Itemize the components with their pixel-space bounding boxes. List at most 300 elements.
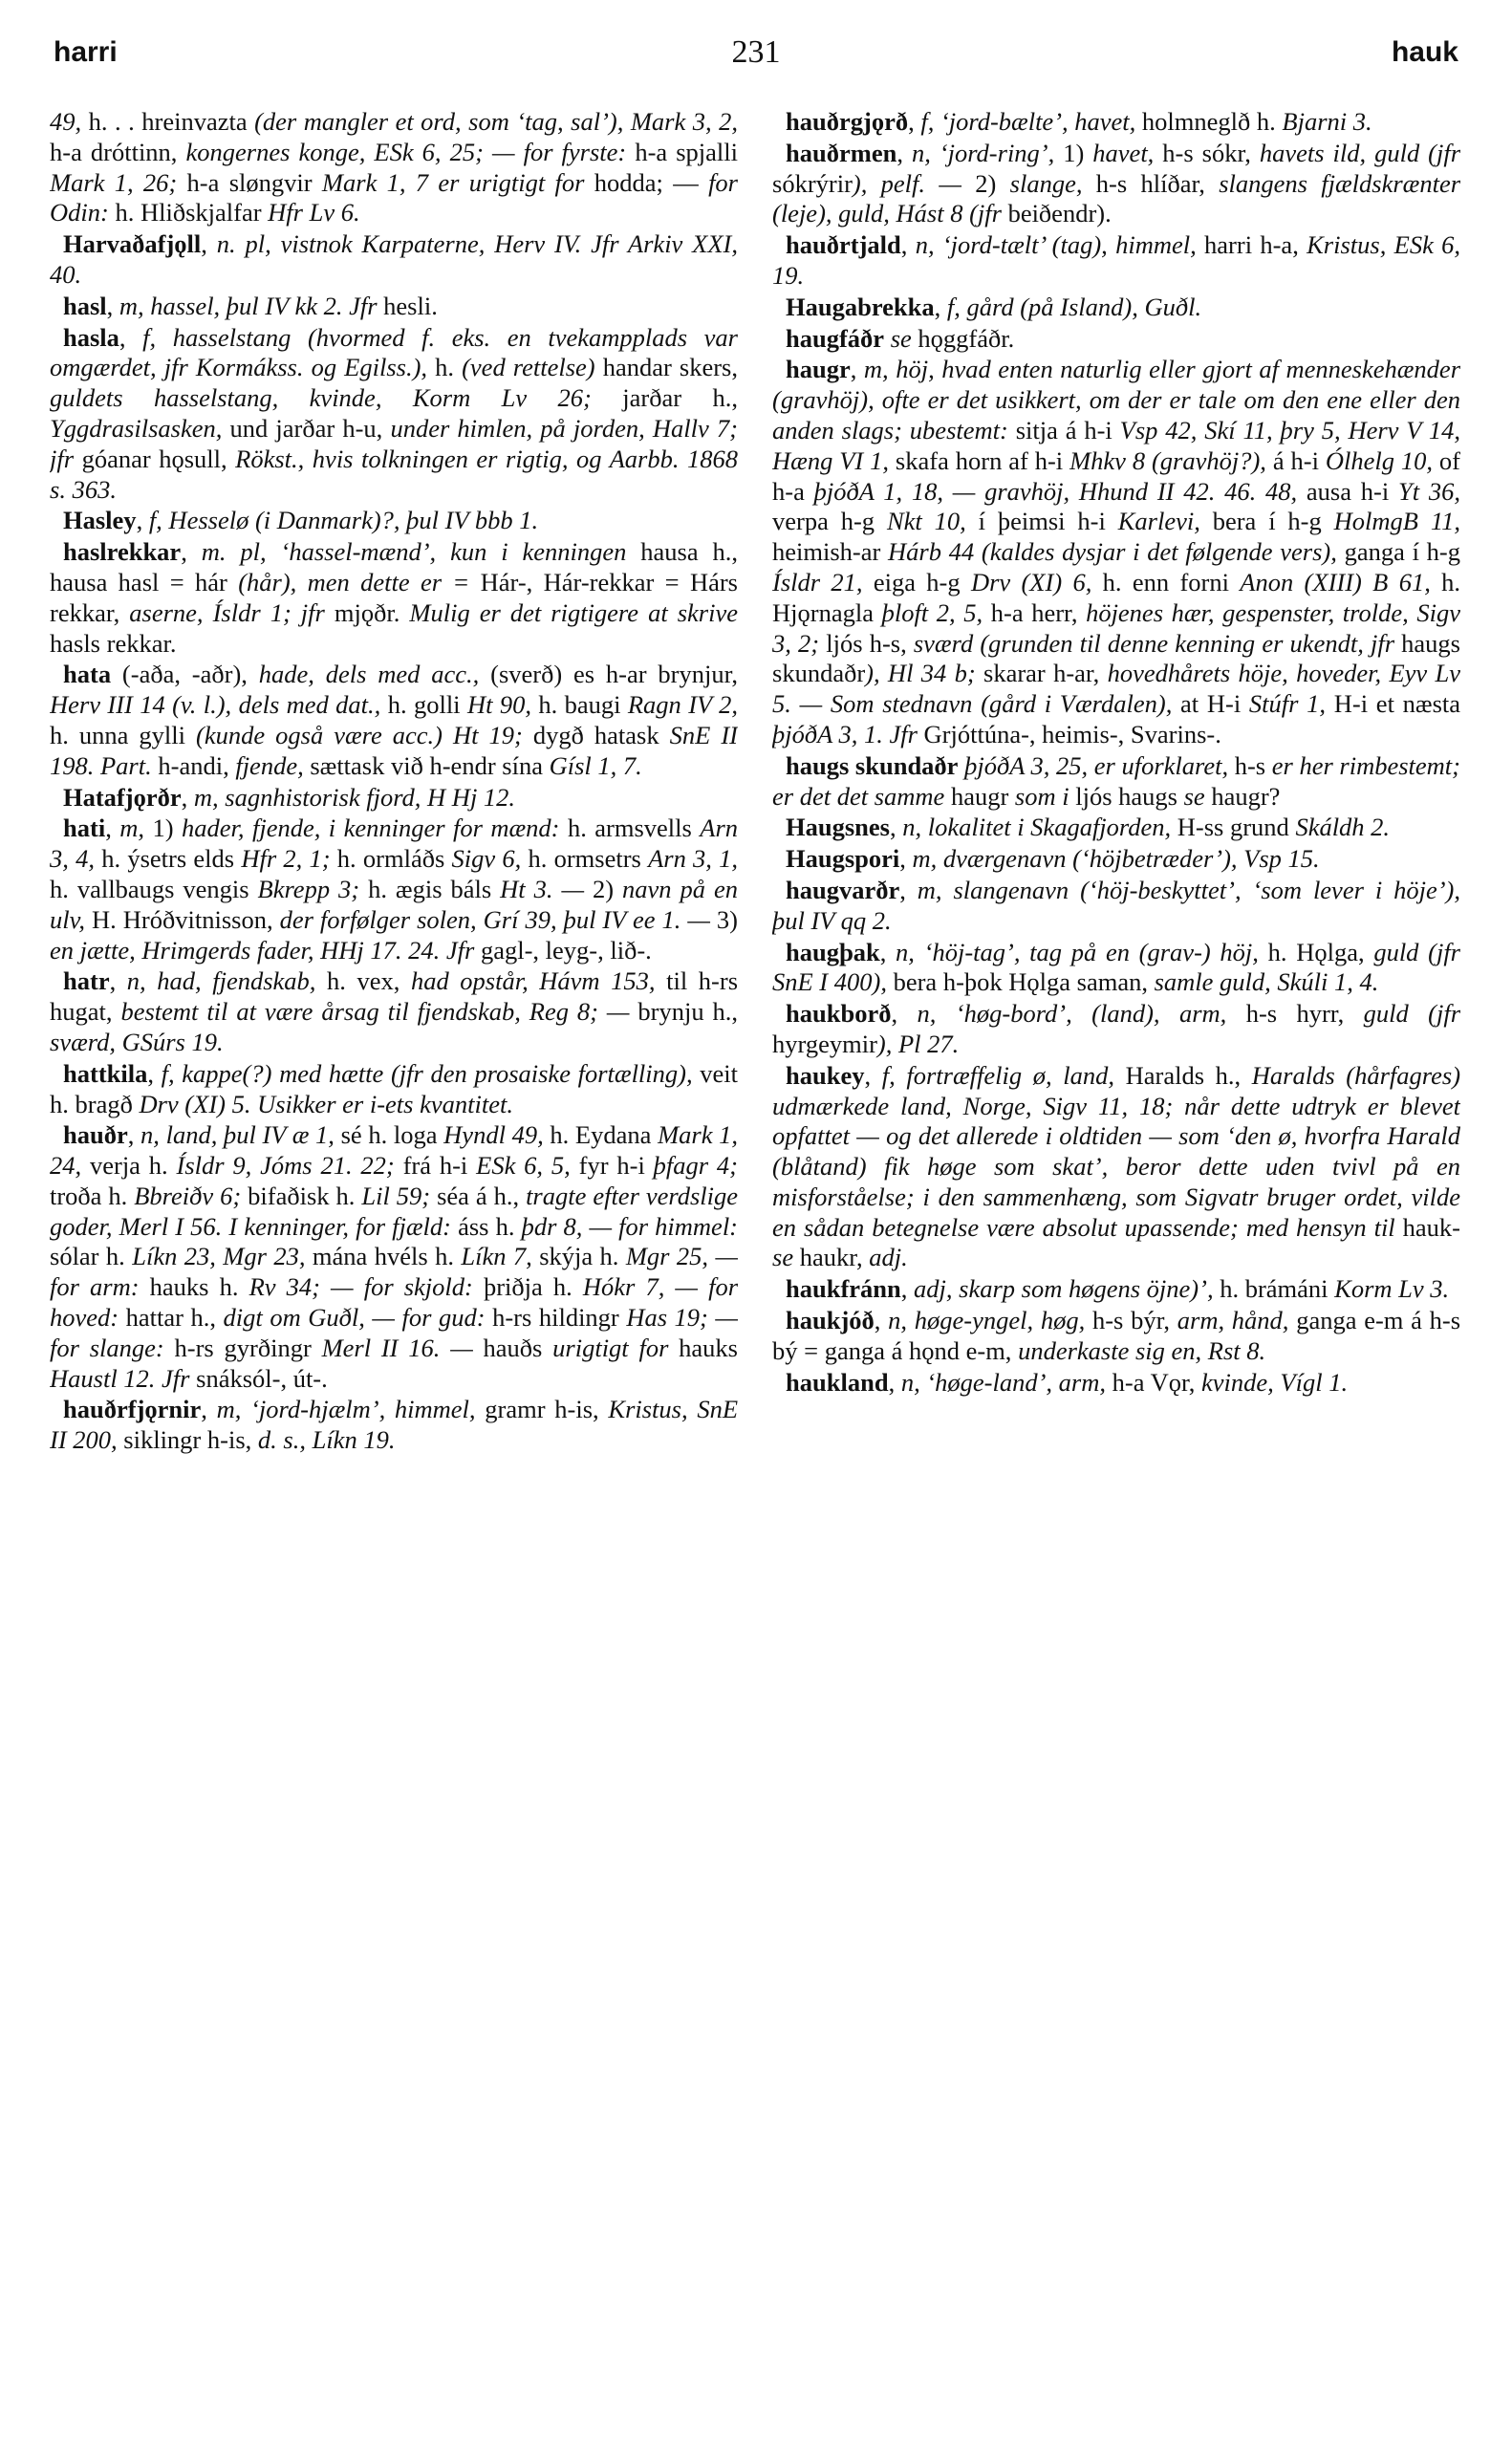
gloss-text: digt om Guðl, — for gud: xyxy=(223,1303,493,1333)
citation-text: bifaðisk h. xyxy=(248,1181,362,1210)
citation-text: frá h-i xyxy=(402,1151,477,1181)
citation-text: , xyxy=(899,844,913,874)
citation-text: h-s hlíðar, xyxy=(1095,168,1220,198)
citation-text: Grjóttúna-, heimis-, Svarins-. xyxy=(923,719,1221,748)
citation-text: hǫggfáðr. xyxy=(918,323,1015,353)
citation-text: h-a Vǫr, xyxy=(1112,1367,1202,1397)
citation-text: , xyxy=(888,1367,901,1397)
gloss-text: (kunde også være acc.) Ht 19; xyxy=(196,720,533,749)
gloss-text: Drv (XI) 6, xyxy=(970,567,1103,596)
gloss-text: sværd, GSúrs 19. xyxy=(50,1027,224,1056)
citation-text: harri h-a, xyxy=(1204,230,1307,260)
gloss-text: Ísldr 21, xyxy=(772,567,874,596)
gloss-text: þjóðA 3, 25, er uforklaret, xyxy=(964,750,1235,780)
gloss-text: bestemt til at være årsag til fjendskab, Reg 8; — xyxy=(120,997,638,1027)
gloss-text: Hárb 44 (kaldes dysjar i det følgende vers), xyxy=(888,537,1345,567)
gloss-text: Ht 3. — xyxy=(500,874,593,903)
gloss-text: kongernes konge, ESk 6, 25; — for fyrste: xyxy=(185,137,636,166)
dictionary-entry xyxy=(50,537,738,659)
citation-text: ljós haugs xyxy=(1075,781,1184,811)
gloss-text: hader, fjende, i kenninger for mænd: xyxy=(182,813,568,843)
entry-headword: hasla xyxy=(63,322,119,352)
citation-text: sólar h. xyxy=(50,1242,133,1271)
running-head xyxy=(54,36,1458,86)
gloss-text: Has 19; — for slange: xyxy=(50,1303,738,1362)
citation-text: , xyxy=(889,813,903,842)
page-number: 231 xyxy=(731,34,781,70)
citation-text: h. baugi xyxy=(538,690,628,720)
gloss-text: n, lokalitet i Skagafjorden, xyxy=(902,813,1177,842)
entry-headword: hauðrgjǫrð xyxy=(786,107,909,136)
gloss-text: guld (jfr SnE I 400), xyxy=(772,937,1460,997)
gloss-text: for Odin: xyxy=(50,167,738,228)
citation-text: haugr xyxy=(950,781,1015,811)
entry-headword: haukborð xyxy=(786,999,892,1029)
citation-text: sættask við h-endr sína xyxy=(310,750,550,780)
gloss-text: f, gård (på Island), Guðl. xyxy=(946,292,1202,321)
dictionary-entry xyxy=(50,323,738,506)
left-column xyxy=(50,107,738,2420)
citation-text: hauk- xyxy=(1402,1212,1460,1242)
citation-text: , xyxy=(127,1120,141,1150)
citation-text: heimish-ar xyxy=(772,537,889,567)
citation-text: þriðja h. xyxy=(483,1272,583,1302)
gloss-text: Ragn IV 2, xyxy=(627,690,738,720)
gloss-text: Mark 1, 24, xyxy=(50,1120,738,1181)
dictionary-entry xyxy=(772,1061,1460,1274)
gloss-text: Yggdrasilsasken, xyxy=(50,413,230,443)
citation-text: h-a sløngvir xyxy=(186,167,322,197)
gloss-text: slange, xyxy=(1009,168,1096,198)
gloss-text: Bkrepp 3; xyxy=(257,874,369,903)
gloss-text: Mark 1, 26; xyxy=(50,167,187,197)
dictionary-entry xyxy=(50,966,738,1057)
gloss-text: ), Hl 34 b; xyxy=(865,659,983,688)
gloss-text: samle guld, Skúli 1, 4. xyxy=(1154,967,1379,997)
gloss-text: er her rimbestemt; er det det samme xyxy=(772,750,1460,811)
citation-text: h. vex, xyxy=(327,966,411,996)
gloss-text: Bjarni 3. xyxy=(1282,107,1372,136)
gloss-text: Vsp 42, Skí 11, þry 5, Herv V 14, Hæng VI 1, xyxy=(772,415,1460,475)
gloss-text: Rökst., hvis tolkningen er rigtig, og Aarbb. 1868 s. 363. xyxy=(50,444,738,504)
gloss-text: m, sagnhistorisk fjord, H Hj 12. xyxy=(193,782,516,812)
gloss-text: þjóðA 1, 18, — gravhöj, Hhund II 42. 46. 48, xyxy=(813,476,1307,506)
dictionary-entry xyxy=(50,292,738,322)
gloss-text: ), Pl 27. xyxy=(876,1029,960,1058)
citation-text: h. ægis báls xyxy=(368,874,501,903)
citation-text: , xyxy=(201,1395,217,1424)
gloss-text: guld (jfr xyxy=(1363,999,1460,1029)
gloss-text: adj, skarp som høgens öjne)’, xyxy=(914,1274,1220,1304)
dictionary-entry xyxy=(50,506,738,536)
guide-word-left: harri xyxy=(54,36,118,68)
citation-text: fyr h-i xyxy=(578,1151,654,1181)
citation-text: gramr h-is, xyxy=(485,1395,609,1424)
dictionary-entry xyxy=(772,813,1460,843)
citation-text: h. ýsetrs elds xyxy=(101,844,242,874)
citation-text: haugr? xyxy=(1211,781,1281,811)
gloss-text: n, ‘høg-bord’, (land), arm, xyxy=(917,999,1246,1029)
citation-text: veit h. bragð xyxy=(50,1058,738,1118)
citation-text: h-a herr, xyxy=(990,597,1087,627)
dictionary-entry xyxy=(772,751,1460,813)
gloss-text: Skáldh 2. xyxy=(1295,813,1391,842)
citation-text: hauks xyxy=(679,1333,738,1362)
citation-text: hattar h., xyxy=(125,1303,224,1333)
gloss-text: Mgr 25, — for arm: xyxy=(50,1242,738,1302)
citation-text: , xyxy=(119,322,143,352)
citation-text: (-aða, -aðr), xyxy=(111,660,259,689)
citation-text: sókrýrir xyxy=(772,168,853,198)
gloss-text: kvinde, Vígl 1. xyxy=(1201,1367,1349,1397)
gloss-text: Líkn 23, Mgr 23, xyxy=(132,1242,313,1271)
citation-text: mjǫðr. xyxy=(334,597,410,627)
gloss-text: Sigv 6, xyxy=(451,844,529,874)
citation-text: h-rs gyrðingr xyxy=(174,1333,322,1362)
citation-text: hausa h., hausa hasl = hár xyxy=(50,537,738,596)
gloss-text: Mhkv 8 (gravhöj?), xyxy=(1069,445,1273,475)
citation-text: , xyxy=(850,355,864,384)
citation-text: H-ss grund xyxy=(1177,813,1296,842)
gloss-text: HolmgB 11, xyxy=(1333,507,1460,536)
gloss-text: Hyndl 49, xyxy=(443,1120,551,1150)
gloss-text: Hfr Lv 6. xyxy=(268,198,360,228)
guide-word-right: hauk xyxy=(1391,36,1458,68)
citation-text: haukr, xyxy=(799,1243,870,1272)
citation-text: h. ormsetrs xyxy=(528,844,649,874)
gloss-text: Kristus, ESk 6, 19. xyxy=(772,230,1460,290)
citation-text: verpa h-g xyxy=(772,507,887,536)
citation-text: skarar h-ar, xyxy=(983,659,1108,688)
gloss-text: þloft 2, 5, xyxy=(881,597,991,627)
gloss-text: ESk 6, 5, xyxy=(476,1151,579,1181)
citation-text: góanar hǫsull, xyxy=(81,444,236,473)
dictionary-entry xyxy=(772,999,1460,1060)
dictionary-entry xyxy=(50,660,738,781)
citation-text: í þeimsi h-i xyxy=(978,507,1118,536)
entry-headword: hattkila xyxy=(63,1058,148,1088)
citation-text: ausa h-i xyxy=(1306,476,1398,506)
dictionary-entry xyxy=(772,1368,1460,1399)
citation-text: , xyxy=(900,230,916,260)
gloss-text: f, Hesselø (i Danmark)?, þul IV bbb 1. xyxy=(148,506,539,535)
entry-headword: Haugsnes xyxy=(786,813,890,842)
dictionary-entry xyxy=(772,938,1460,999)
citation-text: hasls rekkar. xyxy=(50,628,177,658)
citation-text: h. Eydana xyxy=(550,1120,659,1150)
citation-text: h-s sókr, xyxy=(1162,138,1260,167)
gloss-text: Mulig er det rigtigere at skrive xyxy=(409,597,738,627)
citation-text: , xyxy=(900,1274,915,1304)
gloss-text: Ísldr 9, Jóms 21. 22; xyxy=(176,1151,403,1181)
citation-text: h. xyxy=(435,353,463,382)
gloss-text: n, ‘höj-tag’, tag på en (grav-) höj, xyxy=(896,937,1268,966)
gloss-text: Stúfr 1, xyxy=(1248,689,1334,719)
citation-text: h. . . hreinvazta xyxy=(88,107,255,136)
gloss-text: navn på en ulv, xyxy=(50,874,738,934)
gloss-text: f, kappe(?) med hætte (jfr den prosaiske fortælling), xyxy=(161,1058,701,1088)
citation-text: skýja h. xyxy=(539,1242,626,1271)
citation-text: sitja á h-i xyxy=(1015,415,1120,445)
citation-text: h. Hjǫrnagla xyxy=(772,567,1460,627)
gloss-text: n, ‘jord-ring’, xyxy=(911,138,1064,167)
gloss-text: m, xyxy=(119,813,153,843)
citation-text: skafa horn af h-i xyxy=(895,445,1070,475)
entry-headword: haugfáðr xyxy=(786,323,885,353)
citation-text: bera h-þok Hǫlga saman, xyxy=(893,967,1155,997)
citation-text: ganga e-m á h-s bý = ganga á hǫnd e-m, xyxy=(772,1306,1460,1365)
dictionary-entry xyxy=(50,813,738,965)
entry-headword: hauðrtjald xyxy=(786,230,901,260)
gloss-text: (der mangler et ord, som ‘tag, sal’), Mark 3, 2, xyxy=(254,107,738,136)
dictionary-entry xyxy=(50,783,738,813)
gloss-text: þfagr 4; xyxy=(653,1151,738,1181)
entry-headword: hata xyxy=(63,660,112,689)
gloss-text: Bbreiðv 6; xyxy=(134,1181,248,1210)
citation-text: handar skers, xyxy=(602,353,738,382)
entry-headword: hasl xyxy=(63,291,107,320)
citation-text: verja h. xyxy=(89,1151,177,1181)
citation-text: h-s hyrr, xyxy=(1245,999,1364,1029)
dictionary-entry xyxy=(772,1306,1460,1367)
citation-text: h-s býr, xyxy=(1091,1306,1177,1335)
gloss-text: som i xyxy=(1014,781,1076,811)
citation-text xyxy=(884,324,891,353)
gloss-text: slangens fjældskrænter (leje), guld, Hást 8 (jfr xyxy=(772,168,1460,228)
dictionary-entry xyxy=(772,355,1460,749)
citation-text: mána hvéls h. xyxy=(312,1242,462,1271)
entry-headword: haugs skundaðr xyxy=(786,750,959,780)
citation-text: brynju h., xyxy=(637,997,738,1027)
gloss-text: þdr 8, — for himmel: xyxy=(521,1211,738,1241)
dictionary-entry xyxy=(772,139,1460,229)
gloss-text: Anon (XIII) B 61, xyxy=(1240,567,1442,596)
dictionary-entry xyxy=(772,844,1460,875)
gloss-text: Haustl 12. Jfr xyxy=(50,1363,197,1393)
citation-text: bera í h-g xyxy=(1212,507,1334,536)
gloss-text: (ved rettelse) xyxy=(462,353,603,382)
entry-headword: Harvaðafjǫll xyxy=(63,229,202,259)
gloss-text: Lil 59; xyxy=(361,1181,438,1210)
gloss-text: d. s., Líkn 19. xyxy=(257,1425,396,1455)
citation-text: , xyxy=(896,138,912,167)
citation-text: siklingr h-is, xyxy=(123,1425,258,1455)
gloss-text: tragte efter verdslige goder, Merl I 56. I kenninger, for fjæld: xyxy=(50,1181,738,1241)
gloss-text: f, fortræffelig ø, land, xyxy=(881,1060,1126,1090)
citation-text: , xyxy=(105,813,120,843)
gloss-text: havet, xyxy=(1092,138,1163,167)
entry-headword: haslrekkar xyxy=(63,537,182,567)
dictionary-entry xyxy=(772,293,1460,323)
entry-headword: Haugabrekka xyxy=(786,292,935,321)
gloss-text: ), pelf. — xyxy=(852,168,976,198)
entry-headword: haugr xyxy=(786,355,851,384)
citation-text: beiðendr). xyxy=(1007,199,1112,228)
citation-text: h-a spjalli xyxy=(635,137,738,166)
gloss-text: urigtigt for xyxy=(552,1333,680,1362)
dictionary-entry xyxy=(772,230,1460,292)
gloss-text: Nkt 10, xyxy=(886,507,979,536)
gloss-text: Gísl 1, 7. xyxy=(549,750,642,780)
gloss-text: adj. xyxy=(869,1243,908,1272)
dictionary-entry xyxy=(50,1120,738,1394)
gloss-text: fjende, xyxy=(235,750,311,780)
citation-text: , xyxy=(908,107,921,136)
citation-text: hodda; — xyxy=(594,167,709,197)
gloss-text: under himlen, på jorden, Hallv 7; jfr xyxy=(50,413,738,473)
gloss-text: hade, dels med acc., xyxy=(258,660,491,689)
citation-text: áss h. xyxy=(458,1211,522,1241)
citation-text: , xyxy=(864,1060,882,1090)
citation-text: h. Hǫlga, xyxy=(1267,937,1374,966)
dictionary-entry xyxy=(50,107,738,228)
citation-text: h. ormláðs xyxy=(336,844,452,874)
citation-text: , xyxy=(109,966,127,996)
gloss-text: Hfr 2, 1; xyxy=(241,844,337,874)
citation-text: til h-rs hugat, xyxy=(50,966,738,1027)
entry-headword: haugvarðr xyxy=(786,875,900,904)
entry-headword: haukey xyxy=(786,1060,865,1090)
gloss-text: höjenes hær, gespenster, trolde, Sigv 3, 2; xyxy=(772,597,1460,658)
gloss-text: se xyxy=(1183,781,1212,811)
citation-text: , xyxy=(106,291,119,320)
gloss-text: Yt 36, xyxy=(1398,476,1460,506)
gloss-text: n. pl, vistnok Karpaterne, Herv IV. Jfr Arkiv XXI, 40. xyxy=(50,229,738,289)
citation-text: H-i et næsta xyxy=(1333,689,1460,719)
citation-text: h-a dróttinn, xyxy=(50,137,186,166)
citation-text: , xyxy=(891,999,918,1029)
gloss-text: hovedhårets höje, hoveder, Eyv Lv 5. — Som stednavn (gård i Værdalen), xyxy=(772,659,1460,719)
citation-text: (sverð) es h-ar brynjur, xyxy=(490,660,738,689)
citation-text: , xyxy=(147,1058,162,1088)
citation-text: , xyxy=(181,782,194,812)
citation-text: at H-i xyxy=(1180,689,1249,719)
gloss-text: Arn 3, 1, xyxy=(648,844,738,874)
citation-text: , xyxy=(899,875,918,904)
entry-headword: Hatafjǫrðr xyxy=(63,782,182,812)
citation-text: , xyxy=(181,537,202,567)
gloss-text: m, ‘jord-hjælm’, himmel, xyxy=(216,1395,486,1424)
gloss-text: f, hasselstang (hvormed f. eks. en tvekampplads var omgærdet, jfr Kormákss. og Egilss.), xyxy=(50,322,738,382)
citation-text: 3) xyxy=(716,904,738,934)
citation-text: gagl-, leyg-, lið-. xyxy=(480,935,652,965)
gloss-text: had opstår, Hávm 153, xyxy=(410,966,667,996)
gloss-text: n, land, þul IV æ 1, xyxy=(140,1120,341,1150)
citation-text: h. brámáni xyxy=(1220,1274,1335,1304)
citation-text: jarðar h., xyxy=(622,383,738,413)
dictionary-entry xyxy=(772,107,1460,138)
citation-text: , xyxy=(874,1306,889,1335)
citation-text: und jarðar h-u, xyxy=(229,413,391,443)
citation-text: h. unna gylli xyxy=(50,720,197,749)
citation-text: ljós h-s, xyxy=(826,628,914,658)
entry-headword: haukfránn xyxy=(786,1274,901,1304)
entry-headword: haukjóð xyxy=(786,1306,875,1335)
gloss-text: arm, hånd, xyxy=(1177,1306,1297,1335)
citation-text: , xyxy=(201,229,217,259)
entry-headword: hati xyxy=(63,813,106,843)
citation-text: hauðs xyxy=(483,1333,553,1362)
gloss-text: Mark 1, 7 er urigtigt for xyxy=(321,167,594,197)
citation-text: h-andi, xyxy=(158,750,236,780)
citation-text: , xyxy=(934,292,947,321)
gloss-text: m, hassel, þul IV kk 2. Jfr xyxy=(119,291,384,320)
gloss-text: underkaste sig en, Rst 8. xyxy=(1018,1335,1266,1365)
gloss-text: se xyxy=(890,323,918,353)
citation-text: hesli. xyxy=(383,291,438,320)
citation-text: h-rs hildingr xyxy=(492,1303,627,1333)
right-column xyxy=(772,107,1460,2420)
citation-text: haugs skundaðr xyxy=(772,628,1460,688)
citation-text: h. enn forni xyxy=(1102,567,1241,596)
dictionary-entry xyxy=(50,229,738,291)
gloss-text: Korm Lv 3. xyxy=(1334,1274,1450,1304)
dictionary-entry xyxy=(772,1274,1460,1305)
gloss-text: Karlevi, xyxy=(1117,507,1213,536)
citation-text: troða h. xyxy=(50,1181,135,1210)
gloss-text: Arn 3, 4, xyxy=(50,813,738,874)
citation-text: hyrgeymir xyxy=(772,1029,877,1058)
entry-headword: Hasley xyxy=(63,506,137,535)
gloss-text: Drv (XI) 5. Usikker er i-ets kvantitet. xyxy=(139,1089,513,1118)
gloss-text: aserne, Ísldr 1; jfr xyxy=(129,597,335,627)
citation-text: ganga í h-g xyxy=(1344,537,1460,567)
gloss-text: n, ‘høge-land’, arm, xyxy=(900,1367,1112,1397)
gloss-text: m, slangenavn (‘höj-beskyttet’, ‘som lever i höje’), þul IV qq 2. xyxy=(772,875,1460,935)
gloss-text: n, høge-yngel, høg, xyxy=(888,1306,1092,1335)
dictionary-entry xyxy=(772,324,1460,355)
gloss-text: SnE II 198. Part. xyxy=(50,720,738,780)
gloss-text: havets ild, guld (jfr xyxy=(1259,138,1460,167)
gloss-text: Hókr 7, — for hoved: xyxy=(50,1272,738,1333)
citation-text: h. armsvells xyxy=(567,813,701,843)
entry-headword: hauðrfjǫrnir xyxy=(63,1395,202,1424)
gloss-text: m, dværgenavn (‘höjbetræder’), Vsp 15. xyxy=(912,844,1320,874)
citation-text: eiga h-g xyxy=(873,567,971,596)
citation-text: 1) xyxy=(1063,138,1093,167)
dictionary-entry xyxy=(50,1395,738,1456)
entry-headword: hauðrmen xyxy=(786,138,897,167)
dictionary-entry xyxy=(50,1059,738,1120)
gloss-text: der forfølger solen, Grí 39, þul IV ee 1. — xyxy=(279,904,717,934)
citation-text: h. Hliðskjalfar xyxy=(115,198,269,228)
gloss-text: guldets hasselstang, kvinde, Korm Lv 26; xyxy=(50,383,623,413)
entry-headword: hauðr xyxy=(63,1120,128,1150)
citation-text: 1) xyxy=(152,813,183,843)
citation-text: 2) xyxy=(592,874,623,903)
citation-text: Haralds h., xyxy=(1125,1060,1252,1090)
gloss-text: 49, xyxy=(50,107,89,136)
citation-text: hauks h. xyxy=(149,1272,249,1302)
citation-text: H. Hróðvitnisson, xyxy=(92,904,280,934)
citation-text: h-s xyxy=(1234,750,1272,780)
citation-text: h. golli xyxy=(387,690,467,720)
entry-headword: haukland xyxy=(786,1367,889,1397)
gloss-text: Haralds (hårfagres) udmærkede land, Norge, Sigv 11, 18; når dette udtryk er blevet opfattet — og det allerede i oldtiden — som ‘den ø, hvorfra Harald (blåtand) fik høge som skat’, beror dette uden tvivl på en misforståelse; i den sammenhæng, som Sigvatr bruger ordet, vilde en sådan betegnelse være absolut upassende; med hensyn til xyxy=(772,1060,1460,1242)
gloss-text: Ólhelg 10, xyxy=(1325,445,1439,475)
gloss-text: n, ‘jord-tælt’ (tag), himmel, xyxy=(915,230,1205,260)
citation-text: á h-i xyxy=(1272,445,1326,475)
citation-text: of h-a xyxy=(772,445,1460,506)
gloss-text: se xyxy=(772,1243,800,1272)
citation-text: Hár-, Hár-rekkar = Hárs rekkar, xyxy=(50,567,738,627)
citation-text: sé h. loga xyxy=(340,1120,444,1150)
citation-text: , xyxy=(136,506,149,535)
citation-text: , xyxy=(879,937,896,966)
gloss-text: Rv 34; — for skjold: xyxy=(248,1272,484,1302)
gloss-text: n, had, fjendskab, xyxy=(126,966,327,996)
gloss-text: þjóðA 3, 1. Jfr xyxy=(772,719,924,748)
